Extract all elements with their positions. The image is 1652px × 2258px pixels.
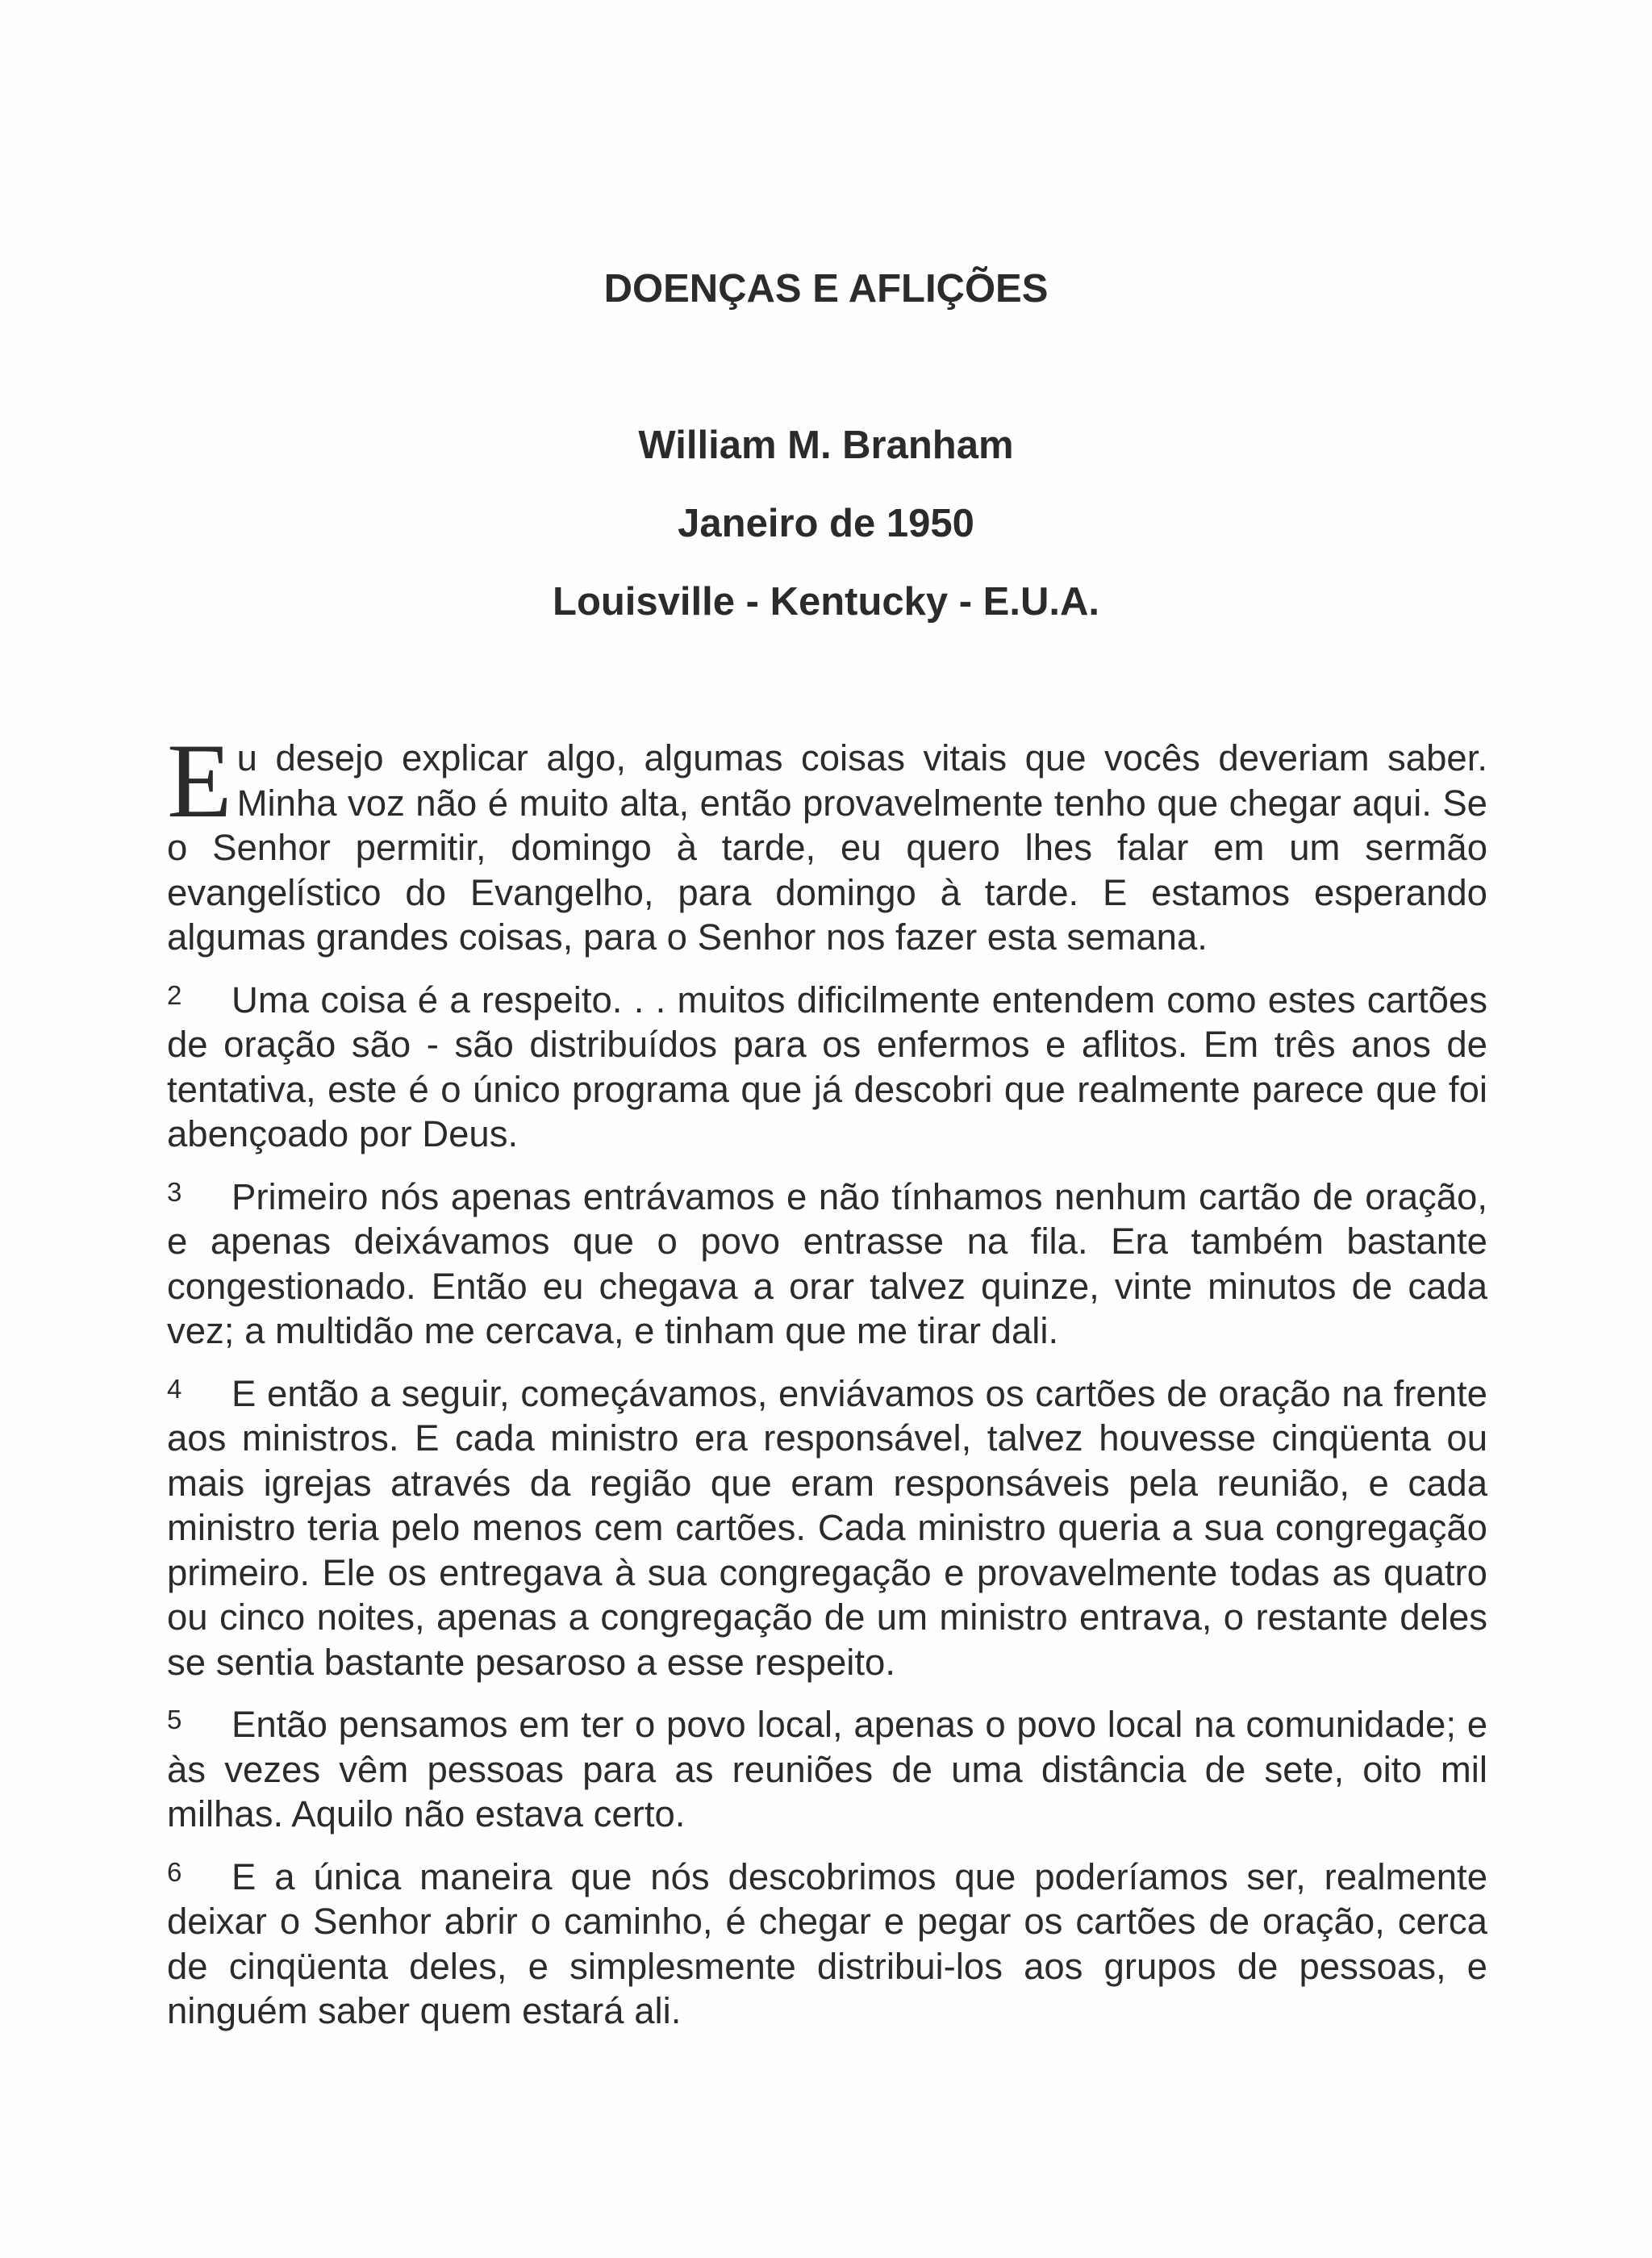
drop-cap: E (167, 721, 232, 840)
paragraph-text: Primeiro nós apenas entrávamos e não tínhamos nenhum cartão de oração, e apenas deixávamos que o povo entrasse na fila. Era também bastante congestionado. Então eu chegava a orar talvez quinze, vinte minutos de cada vez; a multidão me cercava, e tinham que me tirar dali. (167, 1175, 1487, 1351)
paragraph-number: 2 (167, 979, 182, 1010)
document-date: Janeiro de 1950 (678, 502, 974, 545)
paragraph-text: u desejo explicar algo, algumas coisas vitais que vocês deveriam saber. Minha voz não é muito alta, então provavelmente tenho que chegar aqui. Se o Senhor permitir, domingo à tarde, eu quero lhes falar em um sermão evangelístico do Evangelho, para domingo à tarde. E estamos esperando algumas grandes coisas, para o Senhor nos fazer esta semana. (167, 737, 1487, 958)
paragraph-3 (167, 1175, 1487, 1354)
paragraph-number: 3 (167, 1176, 182, 1207)
paragraph-2 (167, 978, 1487, 1157)
paragraph-text: Uma coisa é a respeito. . . muitos dificilmente entendem como estes cartões de oração são - são distribuídos para os enfermos e aflitos. Em três anos de tentativa, este é o único programa que já descobri que realmente parece que foi abençoado por Deus. (167, 979, 1487, 1154)
paragraph-text: E então a seguir, começávamos, enviávamos os cartões de oração na frente aos ministros. E cada ministro era responsável, talvez houvesse cinqüenta ou mais igrejas através da região que eram responsáveis pela reunião, e cada ministro teria pelo menos cem cartões. Cada ministro queria a sua congregação primeiro. Ele os entregava à sua congregação e provavelmente todas as quatro ou cinco noites, apenas a congregação de um ministro entrava, o restante deles se sentia bastante pesaroso a esse respeito. (167, 1372, 1487, 1683)
paragraph-6 (167, 1855, 1487, 2034)
paragraph-number: 6 (167, 1856, 182, 1887)
paragraph-text: E a única maneira que nós descobrimos que poderíamos ser, realmente deixar o Senhor abrir o caminho, é chegar e pegar os cartões de oração, cerca de cinqüenta deles, e simplesmente distribui-los aos grupos de pessoas, e ninguém saber quem estará ali. (167, 1855, 1487, 2031)
paragraph-1 (167, 721, 1487, 960)
document-author: William M. Branham (638, 424, 1014, 467)
paragraph-text: Então pensamos em ter o povo local, apenas o povo local na comunidade; e às vezes vêm pessoas para as reuniões de uma distância de sete, oito mil milhas. Aquilo não estava certo. (167, 1704, 1487, 1834)
paragraph-number: 5 (167, 1705, 182, 1734)
paragraph-4 (167, 1371, 1487, 1685)
document-title: DOENÇAS E AFLIÇÕES (603, 267, 1049, 311)
document-location: Louisville - Kentucky - E.U.A. (553, 580, 1099, 624)
paragraph-number: 4 (167, 1373, 182, 1404)
document-body (167, 721, 1487, 2051)
paragraph-5 (167, 1702, 1487, 1837)
